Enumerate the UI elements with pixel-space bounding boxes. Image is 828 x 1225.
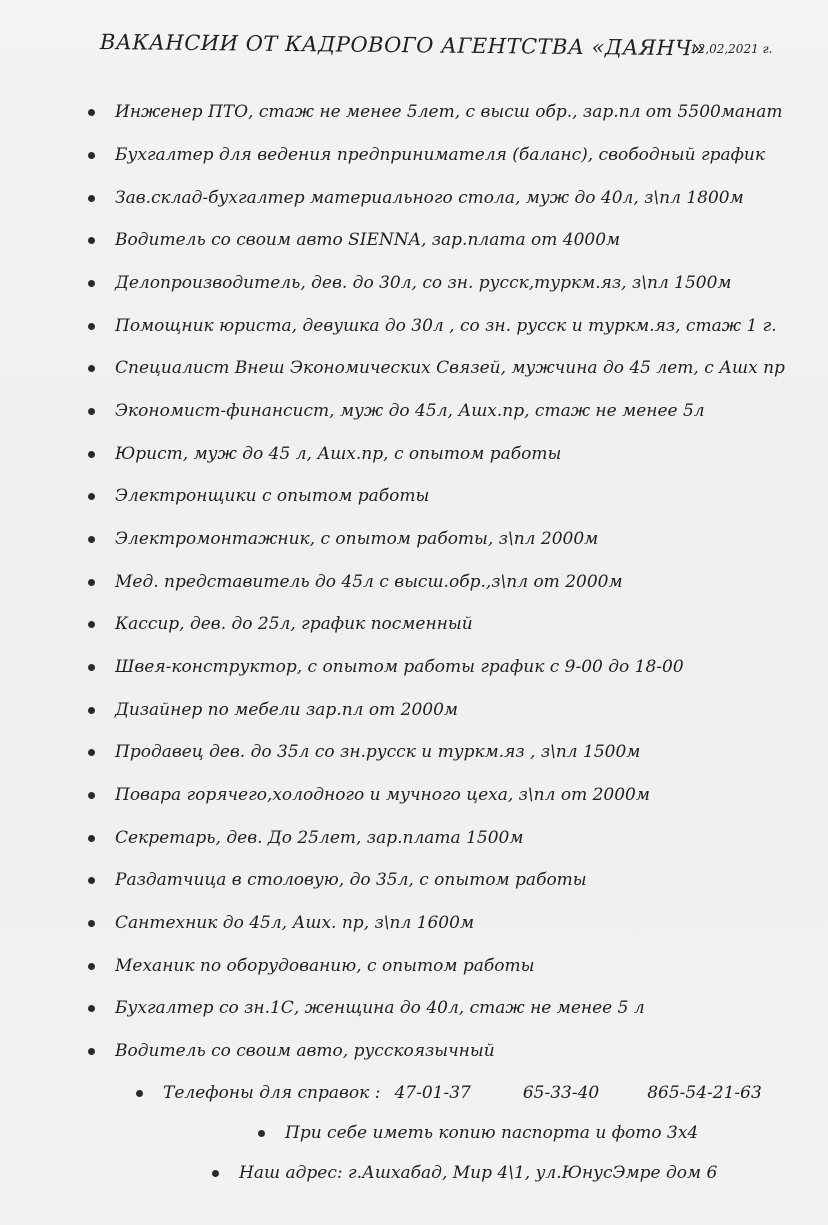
- list-item: [88, 183, 744, 213]
- list-item: [88, 140, 765, 170]
- phones-line: [136, 1078, 762, 1108]
- passport-note: При себе иметь копию паспорта и фото 3х4: [285, 1123, 699, 1143]
- page-title: ВАКАНСИИ ОТ КАДРОВОГО АГЕНТСТВА «ДАЯНЧ»: [99, 30, 706, 61]
- list-item: [88, 225, 620, 255]
- vacancy-text: Электромонтажник, с опытом работы, з\пл 2000м: [115, 529, 599, 549]
- vacancy-text: Продавец дев. до 35л со зн.русск и туркм.яз , з\пл 1500м: [115, 742, 641, 762]
- list-item: [88, 567, 623, 597]
- bullet-icon: [88, 365, 95, 372]
- phones-label: Телефоны для справок :: [163, 1083, 381, 1103]
- bullet-icon: [88, 195, 95, 202]
- vacancy-text: Специалист Внеш Экономических Связей, мужчина до 45 лет, с Ашх пр: [115, 358, 785, 378]
- list-item: [88, 268, 732, 298]
- list-item: [88, 865, 587, 895]
- bullet-icon: [88, 749, 95, 756]
- bullet-icon: [136, 1090, 143, 1097]
- vacancy-text: Экономист-финансист, муж до 45л, Ашх.пр, стаж не менее 5л: [115, 401, 705, 421]
- bullet-icon: [88, 323, 95, 330]
- bullet-icon: [88, 1005, 95, 1012]
- address-text: Наш адрес: г.Ашхабад, Мир 4\1, ул.ЮнусЭмре дом 6: [239, 1163, 718, 1183]
- list-item: [88, 780, 650, 810]
- address-line: [212, 1158, 717, 1188]
- list-item: [88, 652, 684, 682]
- bullet-icon: [88, 536, 95, 543]
- vacancy-text: Мед. представитель до 45л с высш.обр.,з\пл от 2000м: [115, 572, 623, 592]
- list-item: [88, 737, 640, 767]
- vacancy-text: Инженер ПТО, стаж не менее 5лет, с высш обр., зар.пл от 5500манат: [115, 102, 783, 122]
- vacancy-text: Дизайнер по мебели зар.пл от 2000м: [115, 700, 459, 720]
- bullet-icon: [88, 963, 95, 970]
- list-item: [88, 353, 785, 383]
- notice-date: 12,02,2021 г.: [690, 42, 773, 56]
- list-item: [88, 97, 783, 127]
- phone-number: 65-33-40: [522, 1083, 600, 1103]
- list-item: [88, 311, 777, 341]
- vacancy-text: Бухгалтер для ведения предпринимателя (баланс), свободный график: [115, 145, 766, 165]
- vacancy-text: Водитель со своим авто SIENNA, зар.плата от 4000м: [115, 230, 621, 250]
- bullet-icon: [88, 408, 95, 415]
- vacancy-text: Водитель со своим авто, русскоязычный: [115, 1041, 495, 1061]
- bullet-icon: [88, 920, 95, 927]
- vacancy-text: Повара горячего,холодного и мучного цеха, з\пл от 2000м: [115, 785, 650, 805]
- list-item: [88, 1036, 495, 1066]
- list-item: [88, 951, 534, 981]
- bullet-icon: [212, 1170, 219, 1177]
- vacancy-text: Зав.склад-бухгалтер материального стола, муж до 40л, з\пл 1800м: [115, 188, 744, 208]
- vacancy-text: Механик по оборудованию, с опытом работы: [115, 956, 535, 976]
- bullet-icon: [88, 877, 95, 884]
- phone-number: 47-01-37: [394, 1083, 471, 1103]
- bullet-icon: [88, 280, 95, 287]
- list-item: [88, 524, 598, 554]
- bullet-icon: [258, 1130, 265, 1137]
- note-line: [258, 1118, 698, 1148]
- list-item: [88, 609, 473, 639]
- list-item: [88, 481, 429, 511]
- bullet-icon: [88, 707, 95, 714]
- bullet-icon: [88, 835, 95, 842]
- vacancy-text: Сантехник до 45л, Ашх. пр, з\пл 1600м: [115, 913, 475, 933]
- bullet-icon: [88, 152, 95, 159]
- bullet-icon: [88, 451, 95, 458]
- list-item: [88, 993, 645, 1023]
- bullet-icon: [88, 109, 95, 116]
- vacancy-text: Делопроизводитель, дев. до 30л, со зн. русск,туркм.яз, з\пл 1500м: [115, 273, 732, 293]
- list-item: [88, 439, 561, 469]
- list-item: [88, 396, 705, 426]
- phone-number: 865-54-21-63: [647, 1083, 762, 1103]
- bullet-icon: [88, 1048, 95, 1055]
- bullet-icon: [88, 792, 95, 799]
- vacancy-text: Раздатчица в столовую, до 35л, с опытом работы: [115, 870, 587, 890]
- vacancy-text: Швея-конструктор, с опытом работы график с 9-00 до 18-00: [115, 657, 684, 677]
- vacancy-text: Помощник юриста, девушка до 30л , со зн. русск и туркм.яз, стаж 1 г.: [115, 316, 777, 336]
- vacancy-text: Кассир, дев. до 25л, график посменный: [115, 614, 473, 634]
- vacancy-text: Бухгалтер со зн.1С, женщина до 40л, стаж не менее 5 л: [115, 998, 645, 1018]
- vacancy-text: Секретарь, дев. До 25лет, зар.плата 1500м: [115, 828, 524, 848]
- list-item: [88, 908, 474, 938]
- vacancy-text: Юрист, муж до 45 л, Ашх.пр, с опытом работы: [115, 444, 562, 464]
- bullet-icon: [88, 664, 95, 671]
- vacancy-text: Электронщики с опытом работы: [115, 486, 430, 506]
- list-item: [88, 695, 458, 725]
- bullet-icon: [88, 579, 95, 586]
- bullet-icon: [88, 493, 95, 500]
- list-item: [88, 823, 523, 853]
- bullet-icon: [88, 237, 95, 244]
- bullet-icon: [88, 621, 95, 628]
